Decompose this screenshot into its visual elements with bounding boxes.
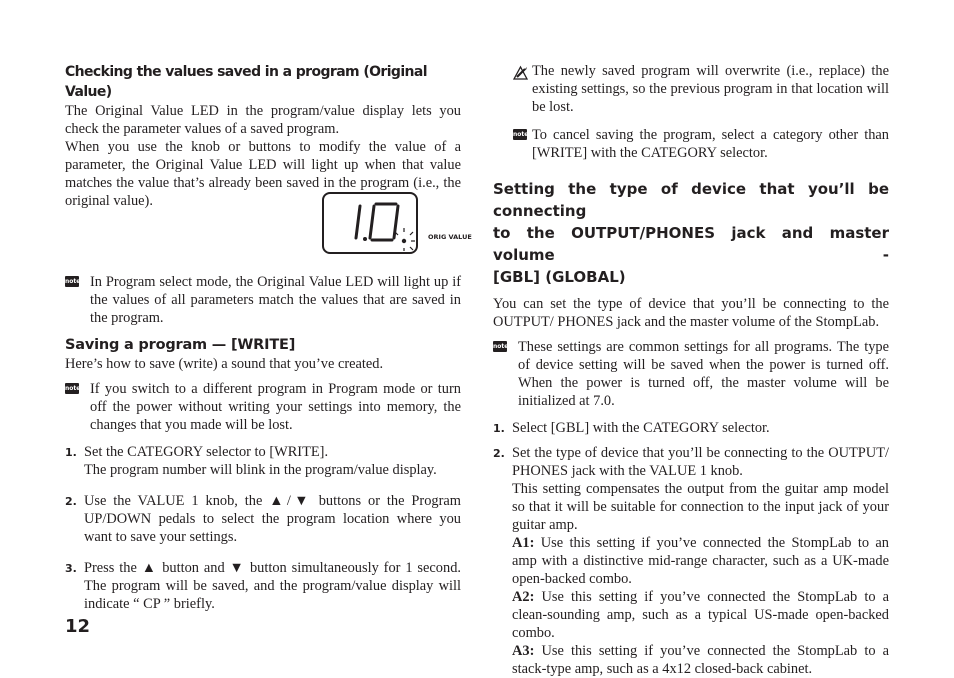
orig-paragraph-2: When you use the knob or buttons to modify the value of a parameter, the Original Value LED will light up when that value matches the value that’s already been saved in the program (i.e., the original value). [65, 139, 461, 209]
setting-label: A3: [512, 643, 535, 659]
setting-label: A2: [512, 589, 535, 605]
heading-line-1: Setting the type of device that you’ll be connecting [493, 180, 889, 220]
step-number: 3. [65, 562, 77, 575]
note-icon: note [65, 278, 81, 285]
step-number: 2. [65, 495, 77, 508]
setting-a2 [512, 588, 889, 642]
warning-text: The newly saved program will overwrite (i.e., replace) the existing settings, so the previous program in that location will be lost. [532, 63, 889, 115]
setting-label: A1: [512, 535, 535, 551]
heading-original-value: Checking the values saved in a program (Original Value) [65, 64, 427, 100]
setting-a3 [512, 642, 889, 678]
note-icon: note [513, 131, 529, 138]
step-text: Set the type of device that you’ll be connecting to the OUTPUT/ PHONES jack with the VALUE 1 knob. [512, 445, 889, 479]
warning-pencil-icon [513, 65, 528, 80]
gbl-intro: You can set the type of device that you’ll be connecting to the OUTPUT/ PHONES jack and the master volume of the StompLab. [493, 296, 889, 330]
page-number: 12 [65, 616, 91, 637]
step-text: Set the CATEGORY selector to [WRITE]. [84, 444, 329, 460]
warning-overwrite [493, 62, 889, 116]
right-column [493, 62, 889, 678]
note-original-value [65, 273, 461, 327]
step-detail: This setting compensates the output from the guitar amp model so that it will be suitable for connection to the input jack of your guitar amp. [512, 481, 889, 533]
step-number: 1. [493, 422, 505, 435]
setting-text: Use this setting if you’ve connected the StompLab to an amp with a distinctive mid-range character, such as a UK-made open-backed combo. [512, 535, 889, 587]
heading-line-2: to the OUTPUT/PHONES jack and master volume - [493, 224, 889, 264]
step-text: Press the ▲ button and ▼ button simultaneously for 1 second. The program will be saved, and the program/value display will indicate “ CP ” briefly. [84, 560, 461, 612]
lcd-digits [324, 194, 416, 252]
setting-text: Use this setting if you’ve connected the StompLab to a stack-type amp, such as a 4x12 closed-back cabinet. [512, 643, 889, 677]
note-cancel [493, 126, 889, 162]
step-text: Use the VALUE 1 knob, the ▲/▼ buttons or the Program UP/DOWN pedals to select the program location where you want to save your settings. [84, 493, 461, 545]
note-write [65, 380, 461, 434]
note-text: These settings are common settings for all programs. The type of device setting will be saved when the power is turned off. When the power is turned off, the master volume will be initialized at 7.0. [518, 339, 889, 409]
left-column [65, 62, 461, 210]
step-3 [65, 559, 461, 613]
heading-write: Saving a program — [WRITE] [65, 337, 296, 353]
lcd-frame [322, 192, 418, 254]
step-subtext: The program number will blink in the program/value display. [84, 462, 437, 478]
orig-paragraph-1: The Original Value LED in the program/value display lets you check the parameter values of a saved program. [65, 103, 461, 137]
step-text: Select [GBL] with the CATEGORY selector. [512, 420, 770, 436]
note-text: To cancel saving the program, select a category other than [WRITE] with the CATEGORY selector. [532, 127, 889, 161]
setting-text: Use this setting if you’ve connected the StompLab to a clean-sounding amp, such as a typical US-made open-backed combo. [512, 589, 889, 641]
gbl-step-1 [493, 419, 889, 437]
note-text: In Program select mode, the Original Value LED will light up if the values of all parameters match the values that are saved in the program. [90, 274, 461, 326]
heading-gbl [493, 178, 889, 288]
heading-line-3: [GBL] (GLOBAL) [493, 268, 626, 286]
setting-a1 [512, 534, 889, 588]
gbl-step-2 [493, 444, 889, 678]
step-1 [65, 443, 461, 479]
step-number: 1. [65, 446, 77, 459]
note-common [493, 338, 889, 410]
write-intro: Here’s how to save (write) a sound that you’ve created. [65, 356, 384, 372]
step-number: 2. [493, 447, 505, 460]
left-column-lower [65, 273, 461, 613]
note-icon: note [65, 385, 81, 392]
orig-value-label: ORIG VALUE [428, 233, 472, 241]
step-2 [65, 492, 461, 546]
note-icon: note [493, 343, 509, 350]
program-value-display [322, 192, 472, 258]
note-text: If you switch to a different program in Program mode or turn off the power without writing your settings into memory, the changes that you made will be lost. [90, 381, 461, 433]
